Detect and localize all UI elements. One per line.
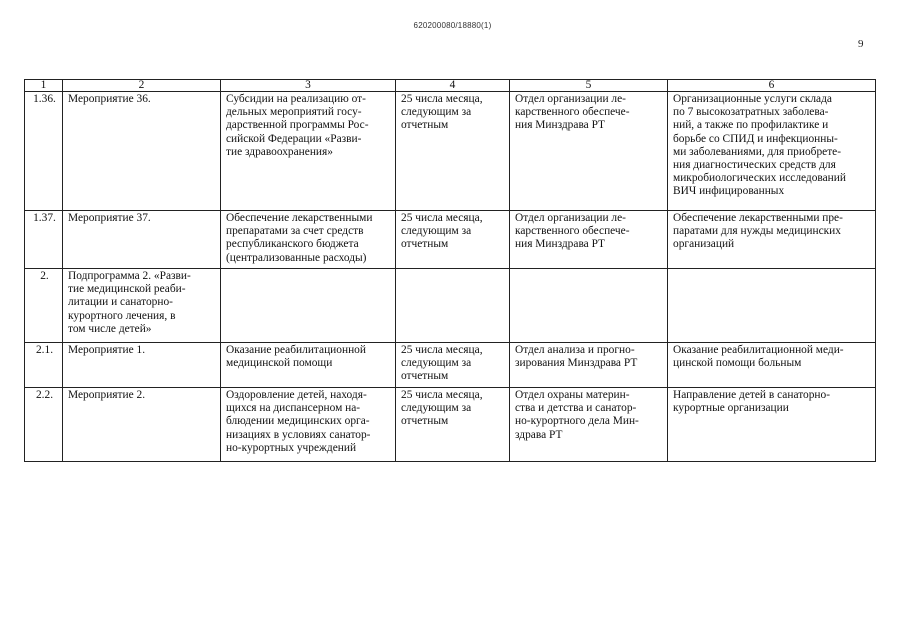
measure-description [221,269,396,343]
measure-name: Подпрограмма 2. «Разви- тие медицинской реаби- литации и санаторно- курортного лечения, в том числе детей» [63,269,221,343]
row-number: 2.2. [25,388,63,462]
row-number: 1.37. [25,211,63,269]
table-row [25,269,876,343]
table-header [25,80,876,92]
row-number: 2. [25,269,63,343]
measure-description: Оздоровление детей, находя- щихся на диспансерном на- блюдении медицинских орга- низациях в условиях санатор- но-курортных учреждений [221,388,396,462]
responsible-department: Отдел анализа и прогно- зирования Минздрава РТ [510,343,668,388]
table-row [25,388,876,462]
measure-description: Оказание реабилитационной медицинской помощи [221,343,396,388]
column-header-3: 3 [221,80,396,92]
responsible-department: Отдел организации ле- карственного обеспече- ния Минздрава РТ [510,92,668,211]
measure-description: Субсидии на реализацию от- дельных мероприятий госу- дарственной программы Рос- сийской Федерации «Разви- тие здравоохранения» [221,92,396,211]
column-header-4: 4 [396,80,510,92]
header-row [25,80,876,92]
reporting-deadline: 25 числа месяца, следующим за отчетным [396,92,510,211]
measures-table [24,79,876,462]
expected-result [668,269,876,343]
page-number: 9 [858,38,864,50]
responsible-department [510,269,668,343]
document-id: 620200080/18880(1) [413,21,492,30]
measure-name: Мероприятие 1. [63,343,221,388]
reporting-deadline [396,269,510,343]
column-header-2: 2 [63,80,221,92]
table-row [25,92,876,211]
column-header-6: 6 [668,80,876,92]
measure-name: Мероприятие 37. [63,211,221,269]
row-number: 1.36. [25,92,63,211]
expected-result: Направление детей в санаторно- курортные организации [668,388,876,462]
expected-result: Оказание реабилитационной меди- цинской помощи больным [668,343,876,388]
measure-name: Мероприятие 2. [63,388,221,462]
responsible-department: Отдел охраны материн- ства и детства и санатор- но-курортного дела Мин- здрава РТ [510,388,668,462]
expected-result: Обеспечение лекарственными пре- паратами для нужды медицинских организаций [668,211,876,269]
expected-result: Организационные услуги склада по 7 высокозатратных заболева- ний, а также по профилактике и борьбе со СПИД и инфекционны- ми заболеваниями, для приобрете- ния диагностических средств для микробиологических исследований ВИЧ инфицированных [668,92,876,211]
measure-description: Обеспечение лекарственными препаратами за счет средств республиканского бюджета (централизованные расходы) [221,211,396,269]
table-row [25,343,876,388]
reporting-deadline: 25 числа месяца, следующим за отчетным [396,388,510,462]
reporting-deadline: 25 числа месяца, следующим за отчетным [396,211,510,269]
column-header-5: 5 [510,80,668,92]
measure-name: Мероприятие 36. [63,92,221,211]
table-body [25,92,876,462]
row-number: 2.1. [25,343,63,388]
responsible-department: Отдел организации ле- карственного обеспече- ния Минздрава РТ [510,211,668,269]
table-row [25,211,876,269]
column-header-1: 1 [25,80,63,92]
reporting-deadline: 25 числа месяца, следующим за отчетным [396,343,510,388]
